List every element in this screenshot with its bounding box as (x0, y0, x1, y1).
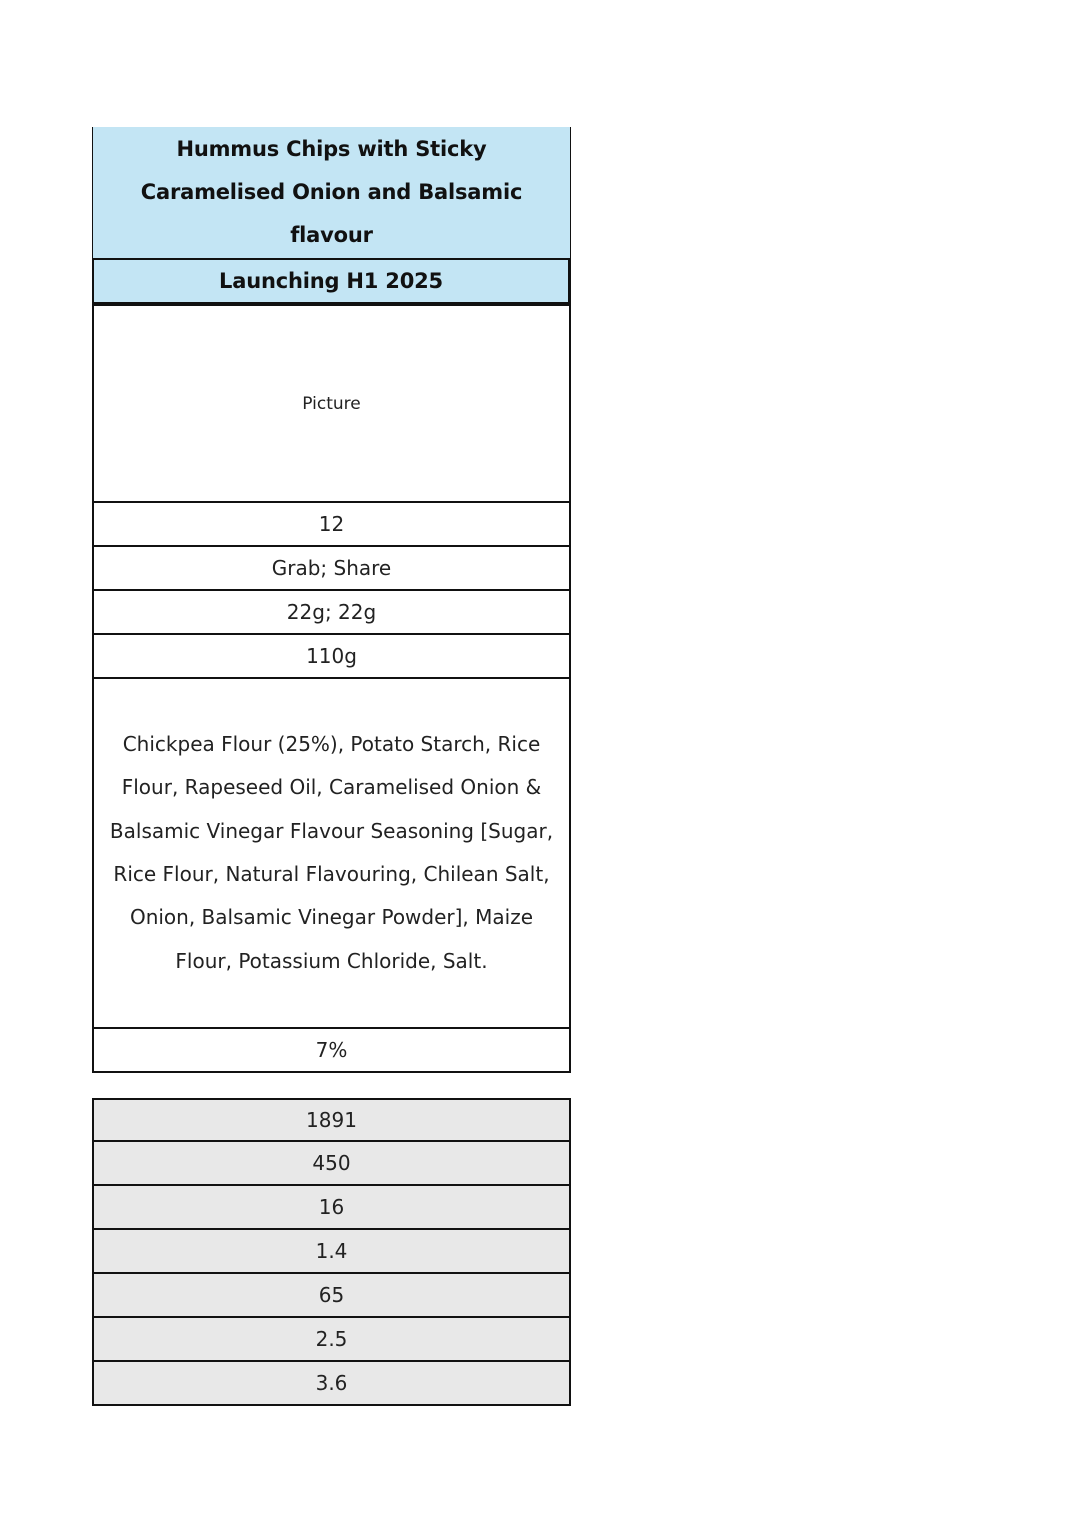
nutrition-row (92, 1362, 571, 1406)
launch-date-cell (92, 258, 571, 304)
pack-weight-total-row (92, 635, 571, 679)
format-row (92, 547, 571, 591)
nutrition-card (92, 1098, 571, 1406)
product-title-cell (92, 127, 571, 258)
nutrition-value: 450 (312, 1151, 351, 1175)
ingredients-text: Chickpea Flour (25%), Potato Starch, Rice Flour, Rapeseed Oil, Caramelised Onion & Balsamic Vinegar Flavour Seasoning [Sugar, Rice Flour, Natural Flavouring, Chilean Salt, Onion, Balsamic Vinegar Powder], Maize Flour, Potassium Chloride, Salt. (109, 731, 554, 973)
nutrition-value: 1.4 (315, 1239, 348, 1263)
case-size-row (92, 503, 571, 547)
product-title: Hummus Chips with Sticky Caramelised Onion and Balsamic flavour (140, 137, 523, 247)
nutrition-row (92, 1230, 571, 1274)
nutrition-row (92, 1186, 571, 1230)
case-size-value: 12 (318, 512, 345, 536)
nutrition-row (92, 1098, 571, 1142)
launch-date: Launching H1 2025 (219, 269, 443, 293)
nutrition-row (92, 1274, 571, 1318)
nutrition-row (92, 1318, 571, 1362)
ingredients-cell (92, 679, 571, 1029)
nutrition-value: 1891 (306, 1108, 357, 1132)
nutrition-value: 65 (318, 1283, 345, 1307)
nutrition-value: 16 (318, 1195, 345, 1219)
picture-cell (92, 306, 571, 503)
percentage-row (92, 1029, 571, 1073)
format-value: Grab; Share (271, 556, 392, 580)
nutrition-row (92, 1142, 571, 1186)
product-card (92, 127, 571, 1073)
percentage-value: 7% (315, 1038, 348, 1062)
nutrition-value: 3.6 (315, 1371, 348, 1395)
picture-placeholder: Picture (302, 393, 361, 414)
nutrition-value: 2.5 (315, 1327, 348, 1351)
pack-weight-row (92, 591, 571, 635)
pack-weight-value: 22g; 22g (286, 600, 377, 624)
pack-weight-total-value: 110g (306, 644, 357, 668)
